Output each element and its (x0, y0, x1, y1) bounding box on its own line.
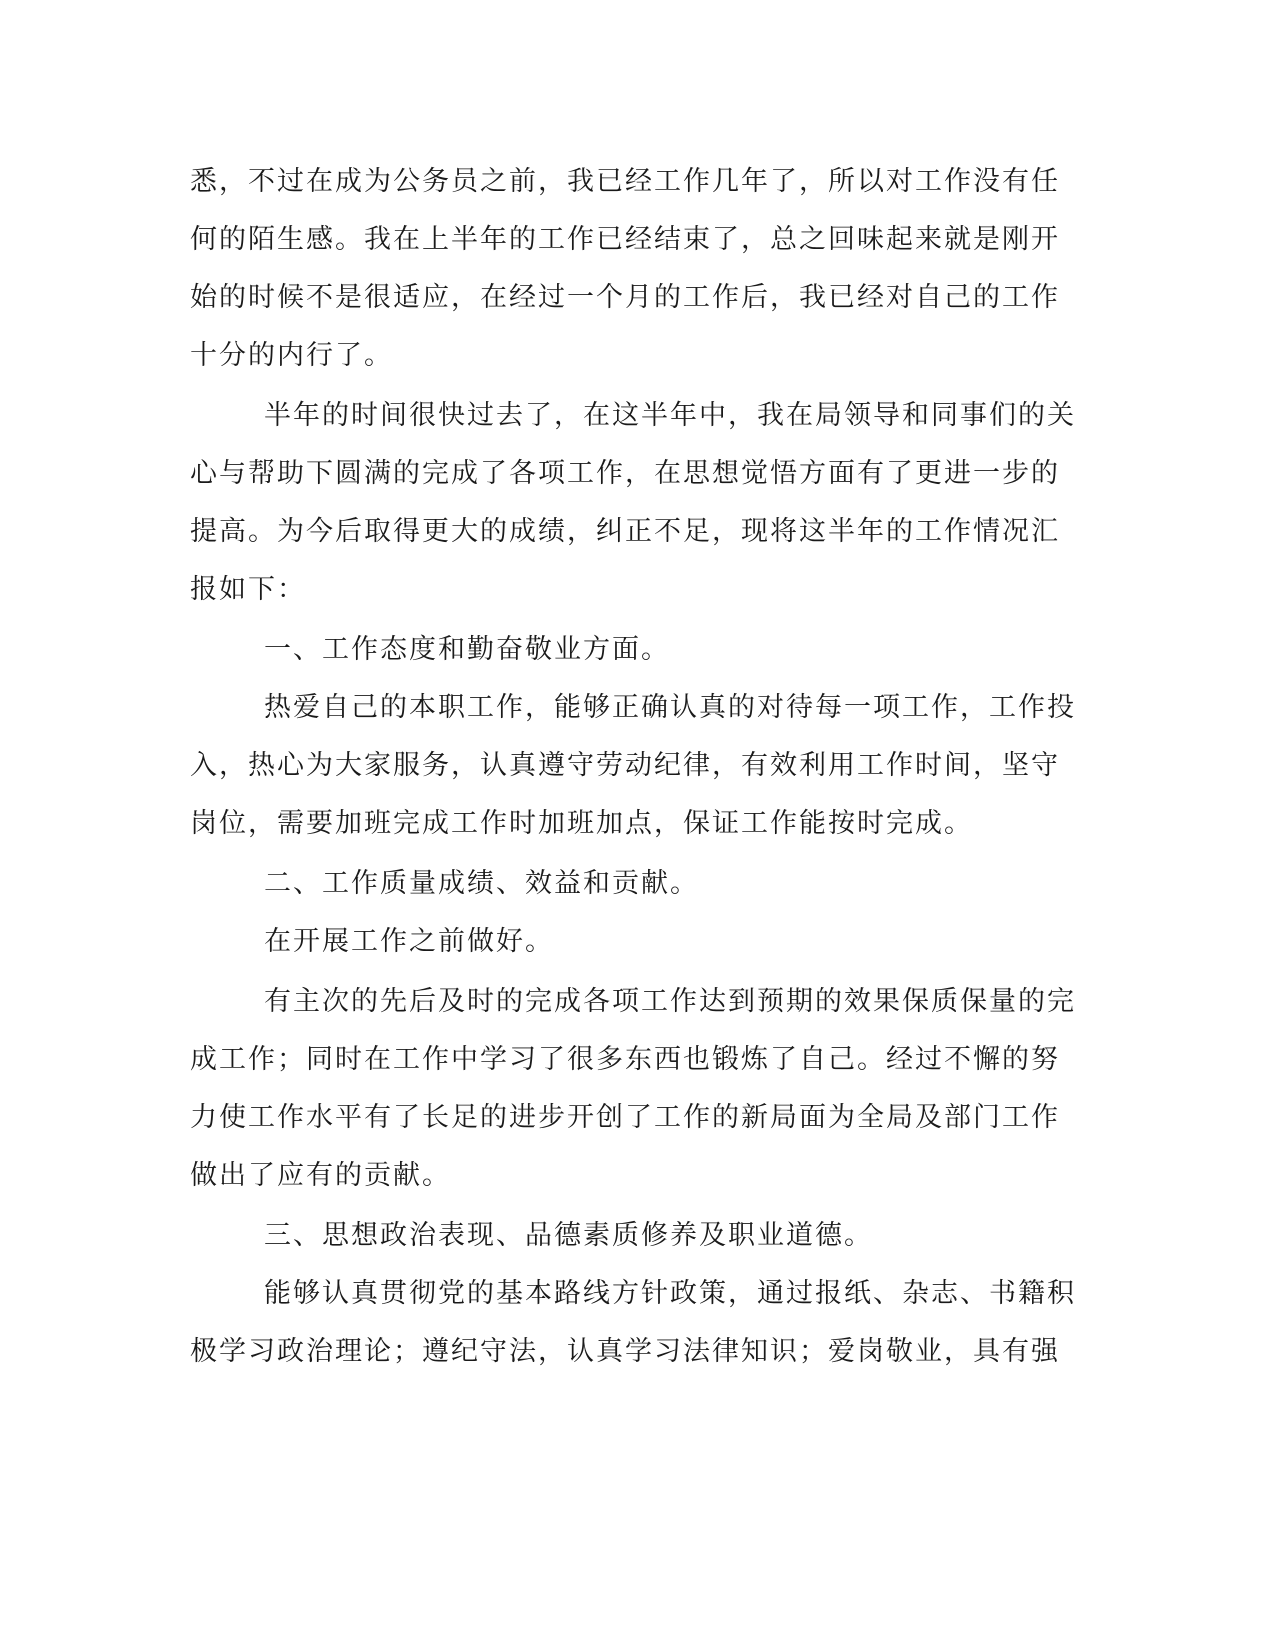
text-line: 岗位，需要加班完成工作时加班加点，保证工作能按时完成。 (190, 808, 973, 839)
text-line: 心与帮助下圆满的完成了各项工作，在思想觉悟方面有了更进一步的 (190, 458, 1060, 489)
section-heading: 一、工作态度和勤奋敬业方面。 (264, 634, 670, 665)
text-line: 力使工作水平有了长足的进步开创了工作的新局面为全局及部门工作 (190, 1102, 1060, 1133)
text-line: 做出了应有的贡献。 (190, 1160, 451, 1191)
text-line: 始的时候不是很适应，在经过一个月的工作后，我已经对自己的工作 (190, 282, 1060, 313)
text-line: 何的陌生感。我在上半年的工作已经结束了，总之回味起来就是刚开 (190, 224, 1060, 255)
text-line: 极学习政治理论；遵纪守法，认真学习法律知识；爱岗敬业，具有强 (190, 1336, 1060, 1367)
text-line: 热爱自己的本职工作，能够正确认真的对待每一项工作，工作投 (264, 692, 1076, 723)
text-line: 有主次的先后及时的完成各项工作达到预期的效果保质保量的完 (264, 986, 1076, 1017)
section-heading: 二、工作质量成绩、效益和贡献。 (264, 868, 699, 899)
text-line: 十分的内行了。 (190, 340, 393, 371)
text-line: 报如下： (190, 574, 306, 605)
text-line: 能够认真贯彻党的基本路线方针政策，通过报纸、杂志、书籍积 (264, 1278, 1076, 1309)
text-line: 悉，不过在成为公务员之前，我已经工作几年了，所以对工作没有任 (190, 166, 1060, 197)
text-line: 成工作；同时在工作中学习了很多东西也锻炼了自己。经过不懈的努 (190, 1044, 1060, 1075)
text-line: 入，热心为大家服务，认真遵守劳动纪律，有效利用工作时间，坚守 (190, 750, 1060, 781)
section-heading: 三、思想政治表现、品德素质修养及职业道德。 (264, 1220, 873, 1251)
text-line: 提高。为今后取得更大的成绩，纠正不足，现将这半年的工作情况汇 (190, 516, 1060, 547)
text-line: 半年的时间很快过去了，在这半年中，我在局领导和同事们的关 (264, 400, 1076, 431)
text-line: 在开展工作之前做好。 (264, 926, 554, 957)
